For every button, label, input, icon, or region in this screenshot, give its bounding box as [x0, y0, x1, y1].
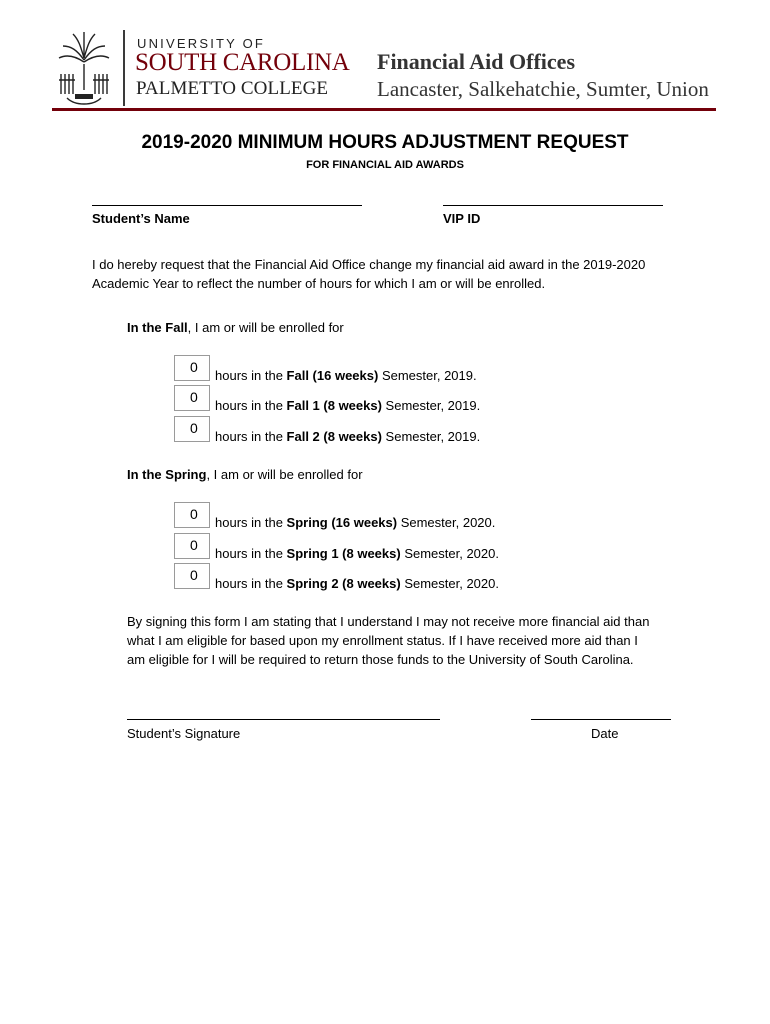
spring-heading-rest: , I am or will be enrolled for [206, 467, 363, 482]
spring-1-hours-label: hours in the Spring 1 (8 weeks) Semester, 2020. [215, 546, 499, 561]
fall-2-hours-input[interactable]: 0 [174, 416, 210, 442]
fall-heading-bold: In the Fall [127, 320, 188, 335]
spring-heading-bold: In the Spring [127, 467, 207, 482]
spring-16-hours-label: hours in the Spring (16 weeks) Semester, 2020. [215, 515, 496, 530]
intro-text-line2: Academic Year to reflect the number of hours for which I am or will be enrolled. [92, 276, 546, 291]
university-wordmark-line1: UNIVERSITY OF [137, 36, 266, 51]
student-name-label: Student’s Name [92, 211, 190, 226]
date-field[interactable] [531, 719, 671, 720]
spring-1-hours-input[interactable]: 0 [174, 533, 210, 559]
vip-id-label: VIP ID [443, 211, 481, 226]
fall-1-hours-label: hours in the Fall 1 (8 weeks) Semester, 2019. [215, 398, 481, 413]
vip-id-field[interactable] [443, 205, 663, 206]
spring-16-hours-input[interactable]: 0 [174, 502, 210, 528]
spring-2-hours-label: hours in the Spring 2 (8 weeks) Semester, 2020. [215, 576, 499, 591]
fall-heading-rest: , I am or will be enrolled for [187, 320, 344, 335]
university-wordmark-line3: PALMETTO COLLEGE [136, 78, 329, 99]
fall-16-hours-input[interactable]: 0 [174, 355, 210, 381]
office-locations: Lancaster, Salkehatchie, Sumter, Union [377, 77, 709, 101]
fall-16-hours-label: hours in the Fall (16 weeks) Semester, 2019. [215, 368, 477, 383]
spring-heading [127, 465, 363, 484]
form-title: 2019-2020 MINIMUM HOURS ADJUSTMENT REQUEST [141, 132, 629, 153]
statement-line2: what I am eligible for based upon my enrollment status. If I have received more aid than I [127, 633, 638, 648]
logo-divider [123, 30, 125, 106]
fall-2-hours-label: hours in the Fall 2 (8 weeks) Semester, 2019. [215, 429, 481, 444]
student-signature-label: Student’s Signature [127, 726, 241, 741]
student-name-field[interactable] [92, 205, 362, 206]
form-subtitle: FOR FINANCIAL AID AWARDS [306, 159, 464, 171]
fall-1-hours-input[interactable]: 0 [174, 385, 210, 411]
header-rule [52, 108, 716, 111]
spring-2-hours-input[interactable]: 0 [174, 563, 210, 589]
date-label: Date [591, 726, 619, 741]
student-signature-field[interactable] [127, 719, 440, 720]
office-title: Financial Aid Offices [377, 49, 575, 74]
fall-heading [127, 318, 344, 337]
university-wordmark-line2: SOUTH CAROLINA [135, 49, 350, 76]
intro-text-line1: I do hereby request that the Financial Aid Office change my financial aid award in the 2019-2020 [92, 257, 646, 272]
statement-line1: By signing this form I am stating that I understand I may not receive more financial aid than [127, 614, 650, 629]
statement-line3: am eligible for I will be required to return those funds to the University of South Carolina. [127, 652, 634, 667]
palmetto-seal-logo [55, 28, 113, 110]
